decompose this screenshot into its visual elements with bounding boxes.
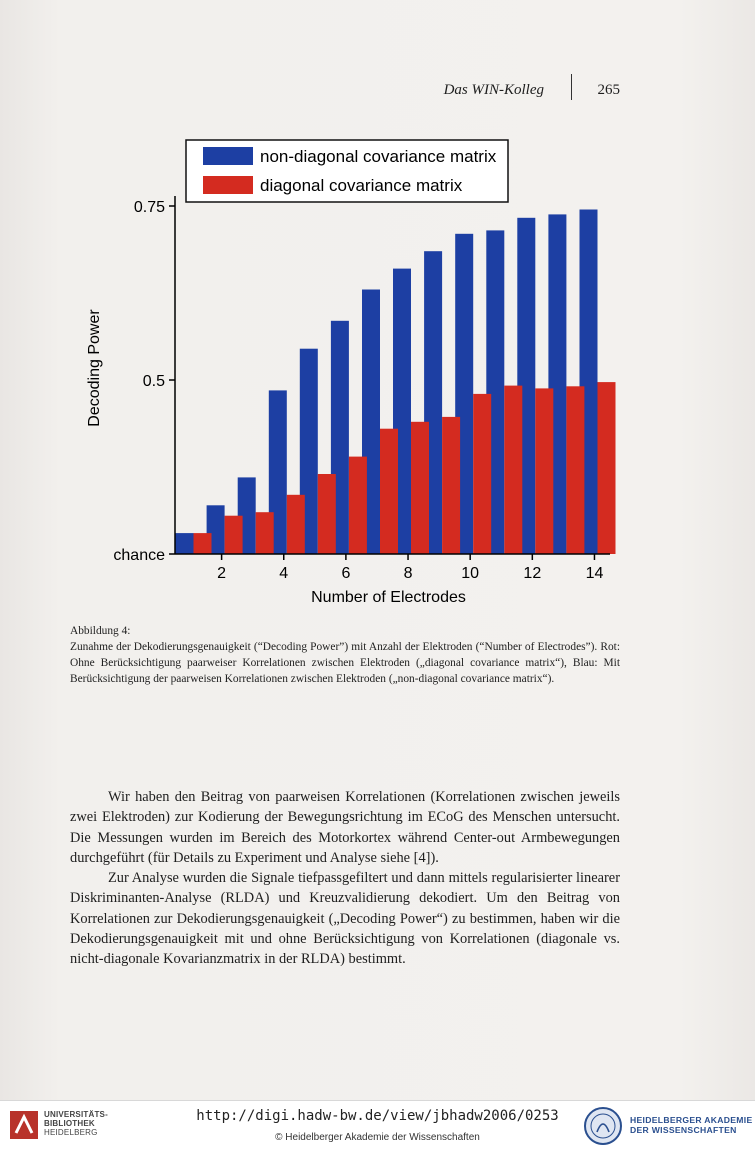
caption-label: Abbildung 4:	[70, 625, 131, 637]
body-text	[70, 787, 620, 970]
bar-diagonal-8	[411, 422, 429, 554]
x-tick-label-1: 2	[217, 565, 227, 582]
bar-diagonal-12	[535, 388, 553, 554]
figure-caption	[70, 623, 620, 687]
academy-name: HEIDELBERGER AKADEMIE DER WISSENSCHAFTEN	[630, 1115, 753, 1135]
bar-diagonal-11	[504, 386, 522, 554]
x-tick-label-2: 4	[279, 565, 289, 582]
y-axis-title: Decoding Power	[86, 309, 103, 427]
library-name: UNIVERSITÄTS- BIBLIOTHEK HEIDELBERG	[44, 1110, 108, 1137]
legend-label-2: diagonal covariance matrix	[260, 176, 463, 195]
x-tick-label-4: 8	[403, 565, 413, 582]
y-tick-label-1: chance	[113, 547, 165, 564]
bar-diagonal-13	[566, 386, 584, 554]
x-tick-label-6: 12	[523, 565, 542, 582]
bar-diagonal-1	[194, 533, 212, 554]
x-tick-label-3: 6	[341, 565, 351, 582]
bar-diagonal-3	[256, 512, 274, 554]
bar-diagonal-10	[473, 394, 491, 554]
legend-label-1: non-diagonal covariance matrix	[260, 147, 497, 166]
academy-seal-icon	[583, 1106, 623, 1146]
running-title: Das WIN-Kolleg	[443, 82, 544, 98]
paragraph-2: Zur Analyse wurden die Signale tiefpassgefiltert und dann mittels regularisierter linearer Diskriminanten-Analyse (RLDA) und Kreuzvalidierung dekodiert. Um den Beitrag von Korrelationen zur Dekodierungsgenauigkeit („Decoding Power“) zu bestimmen, haben wir die Dekodierungsgenauigkeit mit und ohne Berücksichtigung von Korrelationen (diagonale vs. nicht-diagonale Kovarianzmatrix in der RLDA) bestimmt.	[70, 870, 620, 968]
bar-diagonal-5	[318, 474, 336, 554]
caption-text: Zunahme der Dekodierungsgenauigkeit (“Decoding Power”) mit Anzahl der Elektroden (“Number of Electrodes”). Rot: Ohne Berücksichtigung paarweiser Korrelationen zwischen Elektroden („diagonal covariance matrix“), Blau: Mit Berücksichtigung der paarweisen Korrelationen zwischen Elektroden („non-diagonal covariance matrix“).	[70, 641, 620, 685]
bar-diagonal-6	[349, 457, 367, 554]
running-header	[60, 82, 620, 104]
decoding-power-chart	[70, 130, 630, 610]
copyright-notice: © Heidelberger Akademie der Wissenschaften	[275, 1132, 480, 1143]
bar-diagonal-7	[380, 429, 398, 554]
x-axis-title: Number of Electrodes	[311, 589, 466, 606]
header-divider	[571, 74, 572, 100]
permalink-url[interactable]: http://digi.hadw-bw.de/view/jbhadw2006/0253	[196, 1108, 559, 1124]
paragraph-1: Wir haben den Beitrag von paarweisen Korrelationen (Korrelationen zwischen jeweils zwei Elektroden) zur Kodierung der Bewegungsrichtung im ECoG des Menschen untersucht. Die Messungen wurden im Bereich des Motorkortex während Center-out Armbewegungen durchgeführt (für Details zu Experiment und Analyse siehe [4]).	[70, 789, 620, 866]
x-tick-label-7: 14	[585, 565, 604, 582]
bar-diagonal-2	[225, 516, 243, 554]
bar-diagonal-14	[598, 382, 616, 554]
page-number: 265	[597, 82, 620, 98]
bar-non-diagonal-1	[176, 533, 194, 554]
chart-bars	[176, 210, 616, 555]
legend-swatch-1	[203, 147, 253, 165]
bar-diagonal-9	[442, 417, 460, 554]
chart-legend	[186, 140, 508, 202]
legend-swatch-2	[203, 176, 253, 194]
x-tick-label-5: 10	[461, 565, 480, 582]
y-tick-label-3: 0.75	[133, 199, 165, 216]
digitization-footer	[0, 1100, 755, 1152]
bar-diagonal-4	[287, 495, 305, 554]
y-tick-label-2: 0.5	[142, 373, 165, 390]
